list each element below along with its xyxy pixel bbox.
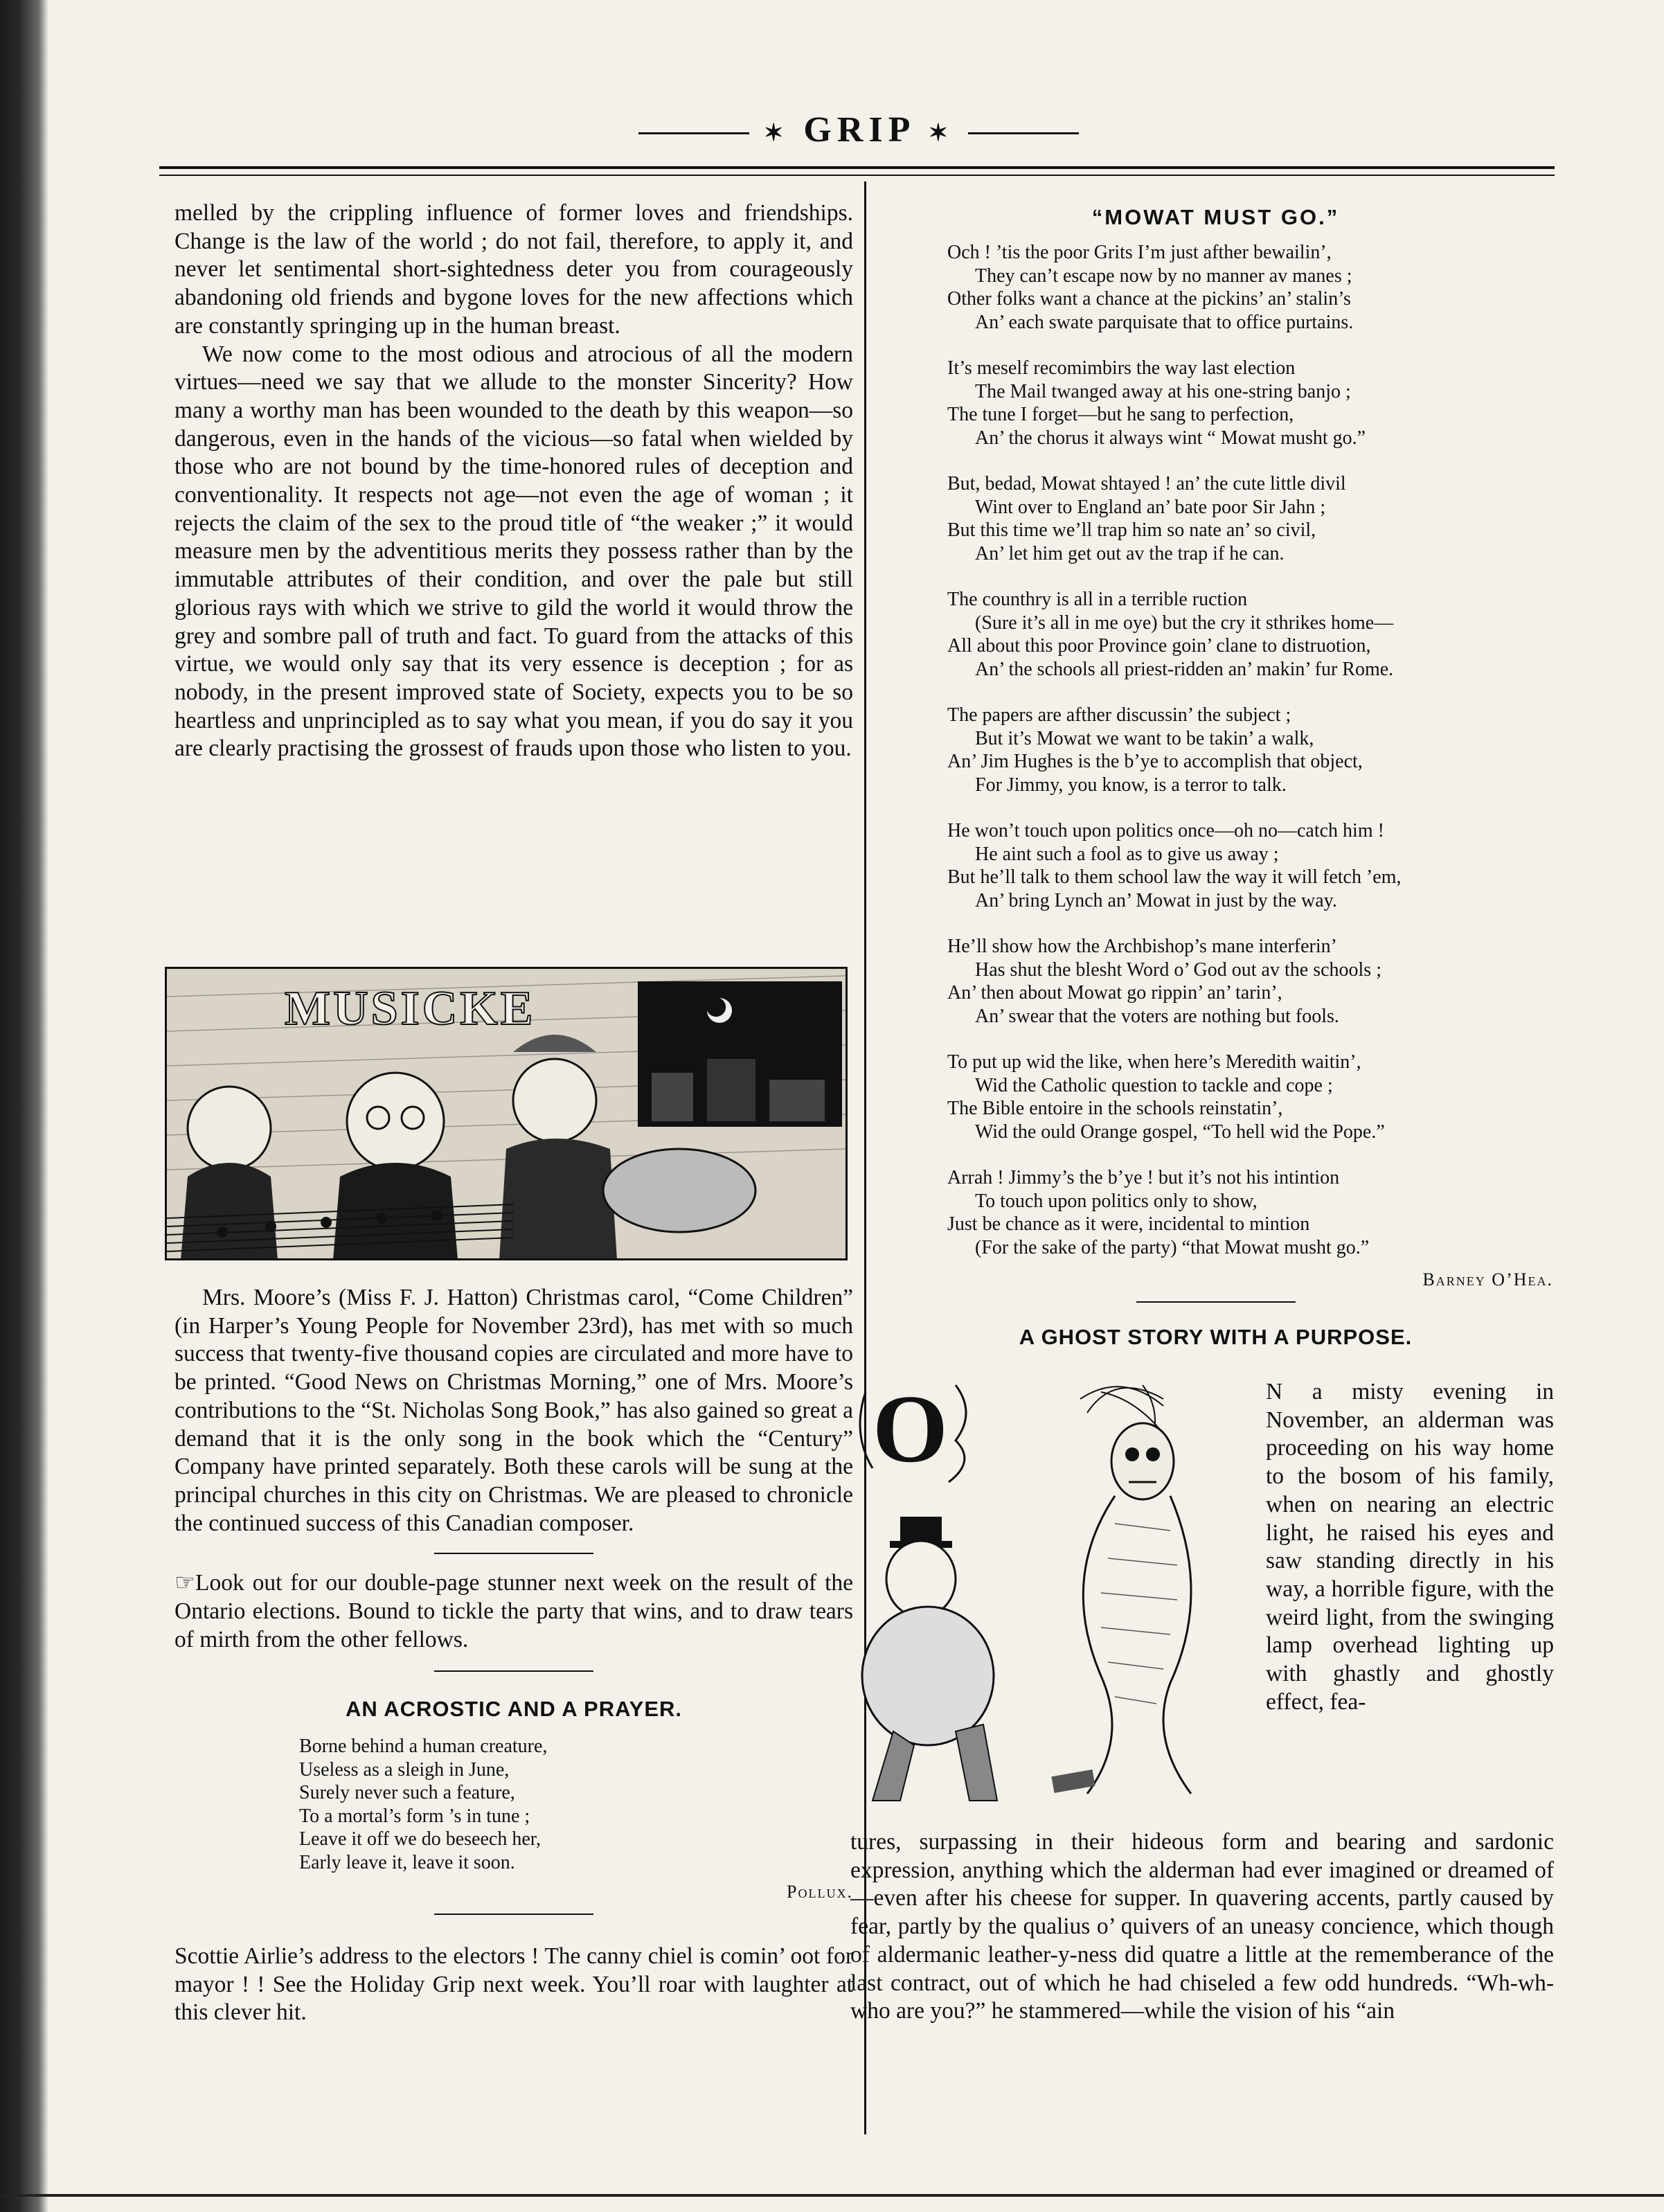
signature: Pollux. xyxy=(787,1882,853,1902)
poem-line: For Jimmy, you know, is a terror to talk. xyxy=(975,774,1287,796)
poem-line: To put up wid the like, when here’s Meredith waitin’, xyxy=(947,1051,1361,1073)
poem-line: An’ let him get out av the trap if he can. xyxy=(975,542,1285,564)
left-prose-bottom xyxy=(175,1284,853,2027)
mowat-poem xyxy=(878,241,1553,1259)
ghost-side-text xyxy=(1266,1378,1554,1716)
poem-line: The Mail twanged away at his one-string banjo ; xyxy=(975,380,1351,402)
article-paragraph: Mrs. Moore’s (Miss F. J. Hatton) Christmas carol, “Come Children” (in Harper’s Young People for November 23rd), has met with so much success that twenty-five thousand copies are circulated and more have to be printed. “Good News on Christmas Morning,” one of Mrs. Moore’s contributions to the “St. Nicholas Song Book,” has also gained so great a demand that it is the only song in the book which the “Century” Company have printed separately. Both these carols will be sung at the principal churches in this city on Christmas. We are pleased to chronicle the continued success of this Canadian composer. xyxy=(175,1285,853,1536)
musicke-illustration xyxy=(165,967,848,1260)
poem-line: But this time we’ll trap him so nate an’ so civil, xyxy=(947,519,1316,541)
star-ornament-icon: ✶ xyxy=(928,121,954,147)
poem-line: He won’t touch upon politics once—oh no—catch him ! xyxy=(947,820,1384,841)
poem-line: But, bedad, Mowat shtayed ! an’ the cute little divil xyxy=(947,473,1346,494)
star-ornament-icon: ✶ xyxy=(763,121,789,147)
poem-stanza xyxy=(947,472,1553,565)
section-rule xyxy=(1136,1301,1296,1303)
right-column xyxy=(878,205,1553,1350)
poem-line: Useless as a sleigh in June, xyxy=(299,1758,510,1781)
poem-stanza xyxy=(947,357,1553,449)
poem-line: The Bible entoire in the schools reinstatin’, xyxy=(947,1098,1283,1119)
poem-line: The counthry is all in a terrible ruction xyxy=(947,589,1248,610)
poem-line: Wid the Catholic question to tackle and cope ; xyxy=(975,1074,1333,1096)
poem-line: (For the sake of the party) “that Mowat musht go.” xyxy=(975,1236,1370,1258)
left-prose-top xyxy=(175,199,853,763)
poem-title: “MOWAT MUST GO.” xyxy=(1091,205,1340,229)
binding-shadow xyxy=(0,0,48,2212)
poem-line: Early leave it, leave it soon. xyxy=(299,1851,515,1873)
poem-line: The papers are afther discussin’ the subject ; xyxy=(947,704,1291,726)
poem-line: He’ll show how the Archbishop’s mane interferin’ xyxy=(947,936,1337,957)
article-paragraph: melled by the crippling influence of former loves and friendships. Change is the law of the world ; do not fail, therefore, to apply it, and never let sentimental short-sightedness deter you from courageously abandoning old friends and bygone loves for the new affections which are constantly springing up in the human breast. xyxy=(175,200,853,339)
ghost-cartoon xyxy=(852,1371,1267,1821)
poem-line: But he’ll talk to them school law the way it will fetch ’em, xyxy=(947,866,1402,888)
section-rule xyxy=(434,1553,593,1554)
poem-line: It’s meself recomimbirs the way last election xyxy=(947,357,1296,379)
poem-stanza xyxy=(947,588,1553,681)
poem-line: Just be chance as it were, incidental to mintion xyxy=(947,1213,1310,1235)
poem-line: An’ the schools all priest-ridden an’ makin’ fur Rome. xyxy=(975,658,1394,680)
poem-line: An’ the chorus it always wint “ Mowat musht go.” xyxy=(975,427,1366,449)
poem-stanza xyxy=(947,1166,1553,1259)
poem-line: Leave it off we do beseech her, xyxy=(299,1828,541,1850)
poem-line: (Sure it’s all in me oye) but the cry it sthrikes home— xyxy=(975,612,1394,634)
poem-line: An’ Jim Hughes is the b’ye to accomplish that object, xyxy=(947,751,1363,772)
header-rule-thin xyxy=(159,175,1555,176)
article-paragraph: tures, surpassing in their hideous form and bearing and sardonic expression, anything which the alderman had ever imagined or dreamed of—even after his cheese for supper. In quavering accents, partly caused by fear, partly by the qualius o’ quivers of an uneasy concience, which though of aldermanic leather-y-ness did quatre a little at the rememberance of the last contract, out of which he had chiseled a few odd hundreds. “Wh-wh-who are you?” he stammered—while the vision of his “ain xyxy=(850,1829,1554,2024)
poem-line: Other folks want a chance at the pickins’ an’ stalin’s xyxy=(947,288,1351,310)
poem-line: An’ bring Lynch an’ Mowat in just by the way. xyxy=(975,889,1337,911)
acrostic-poem xyxy=(175,1735,853,1874)
poem-line: Borne behind a human creature, xyxy=(299,1736,548,1758)
section-rule xyxy=(434,1670,593,1672)
poem-line: Surely never such a feature, xyxy=(299,1782,515,1804)
poem-line: Has shut the blesht Word o’ God out av the schools ; xyxy=(975,958,1381,981)
poem-stanza xyxy=(947,241,1553,334)
poem-line: To touch upon politics only to show, xyxy=(975,1190,1258,1212)
poem-line: The tune I forget—but he sang to perfection, xyxy=(947,404,1294,425)
article-paragraph: ☞Look out for our double-page stunner next week on the result of the Ontario elections. Bound to tickle the party that wins, and to draw tears of mirth from the other fellows. xyxy=(175,1570,853,1652)
poem-line: They can’t escape now by no manner av manes ; xyxy=(975,265,1352,287)
section-rule xyxy=(434,1914,593,1915)
masthead xyxy=(623,109,1094,151)
ghost-story-title: A GHOST STORY WITH A PURPOSE. xyxy=(1019,1325,1413,1349)
page-bottom-rule xyxy=(0,2194,1664,2197)
musicke-cartoon xyxy=(167,969,846,1258)
poem-stanza xyxy=(947,819,1553,912)
poem-line: An’ then about Mowat go rippin’ an’ tarin’, xyxy=(947,982,1282,1004)
poem-line: Wint over to England an’ bate poor Sir Jahn ; xyxy=(975,496,1326,518)
header-rule xyxy=(159,166,1555,169)
signature: Barney O’Hea. xyxy=(1422,1269,1553,1290)
poem-line: Wid the ould Orange gospel, “To hell wid the Pope.” xyxy=(975,1121,1385,1143)
poem-line: But it’s Mowat we want to be takin’ a walk, xyxy=(975,727,1314,749)
article-paragraph: We now come to the most odious and atrocious of all the modern virtues—need we say that we allude to the monster Sincerity? How many a worthy man has been wounded to the death by this weapon—so dangerous, even in the hands of the vicious—so fatal when wielded by those who are not bound by the time-honored rules of deception and conventionality. It respects not age—not even the age of woman ; it rejects the claim of the sex to the proud title of “the weaker ;” it would measure men by the adventitious merits they possess rather than by the immutable attributes of their condition, and over the pale but still glorious rays with which we strive to gild the world it would throw the grey and sombre pall of truth and fact. To guard from the attacks of this virtue, we would only say that its very essence is deception ; for as nobody, in the present improved state of Society, expects you to be so heartless and unprincipled as to say what you mean, if you do say it you are clearly practising the grossest of frauds upon those who listen to you. xyxy=(175,341,853,762)
acrostic-title: AN ACROSTIC AND A PRAYER. xyxy=(345,1697,683,1722)
poem-stanza xyxy=(947,704,1553,796)
poem-line: Arrah ! Jimmy’s the b’ye ! but it’s not his intintion xyxy=(947,1167,1340,1188)
poem-line: To a mortal’s form ’s in tune ; xyxy=(299,1805,530,1827)
poem-line: All about this poor Province goin’ clane to distruotion, xyxy=(947,635,1371,657)
article-paragraph: N a misty evening in November, an alderman was proceeding on his way home to the bosom of his family, when on nearing an electric light, he raised his eyes and saw standing directly in his way, a horrible figure, with the weird light, from the swinging lamp overhead lighting up with ghastly and ghostly effect, fea- xyxy=(1266,1379,1554,1715)
poem-line: He aint such a fool as to give us away ; xyxy=(975,843,1279,865)
poem-line: An’ each swate parquisate that to office purtains. xyxy=(975,311,1354,333)
masthead-title: GRIP xyxy=(803,110,914,150)
ghost-illustration xyxy=(852,1371,1267,1821)
musicke-label: MUSICKE xyxy=(285,982,536,1035)
drop-cap: O xyxy=(873,1375,948,1483)
poem-stanza xyxy=(947,935,1553,1028)
poem-stanza xyxy=(947,1051,1553,1143)
masthead-rule-right xyxy=(968,132,1079,134)
masthead-rule-left xyxy=(638,132,749,134)
article-paragraph: Scottie Airlie’s address to the electors ! The canny chiel is comin’ oot for mayor ! ! See the Holiday Grip next week. You’ll roar with laughter at this clever hit. xyxy=(175,1943,853,2026)
poem-line: An’ swear that the voters are nothing but fools. xyxy=(975,1005,1339,1027)
poem-line: Och ! ’tis the poor Grits I’m just afther bewailin’, xyxy=(947,242,1332,263)
ghost-full-text xyxy=(850,1828,1554,2026)
